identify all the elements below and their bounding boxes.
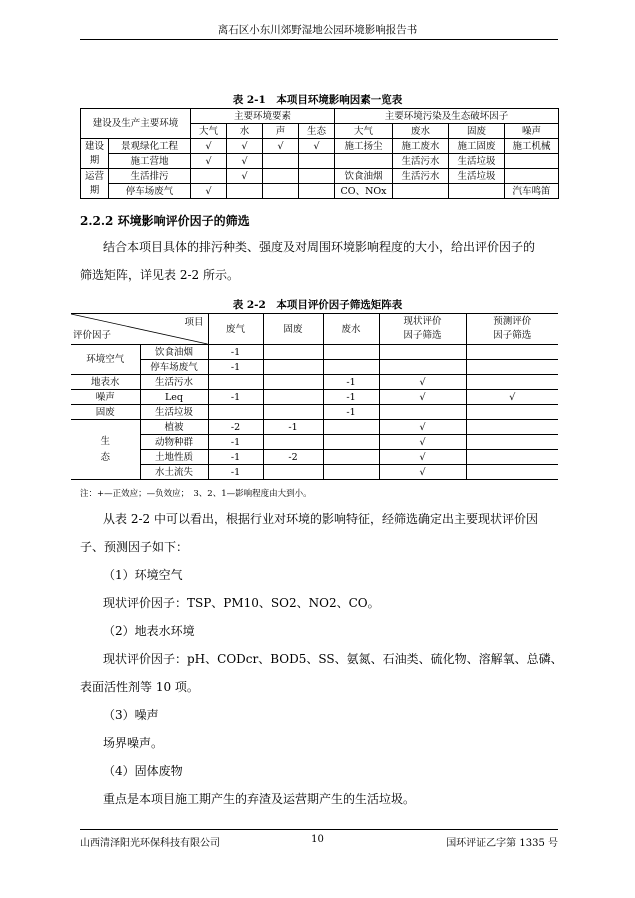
table-row — [71, 360, 558, 375]
table-cell — [263, 375, 323, 390]
paragraph-line: 筛选矩阵，详见表 2-2 所示。 — [80, 268, 239, 282]
table-cell: CO、NOx — [335, 184, 393, 199]
group-label-line: 态 — [100, 451, 110, 463]
list-item-text: 现状评价因子：TSP、PM10、SO2、NO2、CO。 — [103, 596, 380, 610]
paragraph-line: 子、预测因子如下： — [80, 540, 189, 554]
table1-caption: 表 2-1 本项目环境影响因素一览表 — [232, 94, 403, 106]
running-header: 离石区小东川郊野湿地公园环境影响报告书 — [217, 24, 418, 36]
table-cell — [323, 360, 379, 375]
col-header-line: 因子筛选 — [493, 330, 532, 341]
table-row — [81, 139, 559, 154]
table-cell: -1 — [208, 360, 263, 375]
table1-header-row1 — [81, 109, 559, 124]
col-header: 水 — [227, 124, 263, 139]
table-cell — [263, 184, 299, 199]
table-cell — [299, 169, 335, 184]
table-cell — [263, 154, 299, 169]
page-number: 10 — [311, 834, 324, 845]
table-cell: -1 — [323, 375, 379, 390]
table-cell: 施工固废 — [449, 139, 505, 154]
table-cell: √ — [263, 139, 299, 154]
table-cell — [466, 405, 558, 420]
table-cell — [263, 345, 323, 360]
corner-top-label: 项目 — [184, 317, 204, 328]
table-cell: √ — [227, 139, 263, 154]
table-cell: 停车场废气 — [109, 184, 191, 199]
table-cell: √ — [227, 169, 263, 184]
table-cell — [393, 184, 449, 199]
table-cell — [323, 345, 379, 360]
table-cell — [263, 360, 323, 375]
col-header-line: 现状评价 — [403, 316, 442, 327]
table-cell: 土地性质 — [140, 450, 208, 465]
table-cell: -1 — [263, 420, 323, 435]
table-cell — [379, 360, 466, 375]
phase-build-cell: 建设期 — [81, 139, 109, 169]
table-row — [71, 450, 558, 465]
table-cell: 施工废水 — [393, 139, 449, 154]
section-heading: 2.2.2 环境影响评价因子的筛选 — [80, 214, 250, 228]
table-cell: √ — [191, 184, 227, 199]
table-cell: -1 — [323, 390, 379, 405]
table-row — [81, 184, 559, 199]
table-cell: √ — [379, 435, 466, 450]
table1 — [80, 108, 559, 199]
table-cell: -1 — [208, 450, 263, 465]
table-cell: 停车场废气 — [140, 360, 208, 375]
col-header-current — [379, 314, 466, 345]
list-item-heading: （4）固体废物 — [103, 764, 183, 778]
table-cell — [299, 184, 335, 199]
group-cell: 地表水 — [71, 375, 140, 390]
table-cell: 生活污水 — [393, 169, 449, 184]
table-cell: 植被 — [140, 420, 208, 435]
table1-pollution-factors-header: 主要环境污染及生态破坏因子 — [335, 109, 559, 124]
col-header: 固废 — [263, 314, 323, 345]
list-item-heading: （1）环境空气 — [103, 568, 183, 582]
table-cell — [263, 465, 323, 480]
col-header-line: 预测评价 — [493, 316, 532, 327]
table-cell — [263, 169, 299, 184]
col-header: 大气 — [191, 124, 227, 139]
table-cell — [466, 435, 558, 450]
table-cell: √ — [379, 375, 466, 390]
table2-caption: 表 2-2 本项目评价因子筛选矩阵表 — [232, 299, 403, 311]
table-cell: -2 — [263, 450, 323, 465]
list-item-text: 表面活性剂等 10 项。 — [80, 680, 199, 694]
col-header: 废水 — [323, 314, 379, 345]
footer-cert-number: 国环评证乙字第 1335 号 — [446, 838, 558, 849]
table-cell: -1 — [208, 435, 263, 450]
table-cell: 水土流失 — [140, 465, 208, 480]
table-cell: 饮食油烟 — [335, 169, 393, 184]
table-row — [81, 169, 559, 184]
table2-note: 注：+—正效应；—负效应； 3、2、1—影响程度由大到小。 — [80, 489, 312, 499]
table-cell: -1 — [323, 405, 379, 420]
table-cell: 生活垃圾 — [449, 169, 505, 184]
table-row — [71, 465, 558, 480]
table-cell: √ — [379, 465, 466, 480]
table-cell — [208, 375, 263, 390]
table-row — [71, 405, 558, 420]
table-row — [71, 420, 558, 435]
table-cell: √ — [379, 420, 466, 435]
table-cell: √ — [191, 154, 227, 169]
table-cell: 景观绿化工程 — [109, 139, 191, 154]
table-row — [71, 390, 558, 405]
table-cell: √ — [379, 450, 466, 465]
table-cell: 生活排污 — [109, 169, 191, 184]
col-header: 废气 — [208, 314, 263, 345]
col-header: 大气 — [335, 124, 393, 139]
group-cell: 噪声 — [71, 390, 140, 405]
col-header-line: 因子筛选 — [403, 330, 442, 341]
table-cell — [466, 375, 558, 390]
table-cell: 生活污水 — [393, 154, 449, 169]
table-row — [71, 345, 558, 360]
table-cell — [466, 360, 558, 375]
col-header: 生态 — [299, 124, 335, 139]
table-cell: -2 — [208, 420, 263, 435]
table-row — [71, 435, 558, 450]
footer-rule — [80, 829, 558, 830]
table-cell — [505, 154, 559, 169]
table-cell: 施工营地 — [109, 154, 191, 169]
table-cell — [323, 450, 379, 465]
table-cell — [379, 405, 466, 420]
table-cell — [335, 154, 393, 169]
group-label-line: 生 — [100, 435, 110, 447]
table-cell: √ — [466, 390, 558, 405]
table-cell: -1 — [208, 390, 263, 405]
list-item-text: 重点是本项目施工期产生的弃渣及运营期产生的生活垃圾。 — [103, 792, 416, 806]
table-cell — [263, 390, 323, 405]
table-cell: 生活垃圾 — [449, 154, 505, 169]
col-header: 固废 — [449, 124, 505, 139]
table-cell — [466, 345, 558, 360]
table-cell — [323, 435, 379, 450]
table-cell — [191, 169, 227, 184]
paragraph-line: 结合本项目具体的排污种类、强度及对周围环境影响程度的大小，给出评价因子的 — [103, 240, 536, 254]
table-cell: 施工扬尘 — [335, 139, 393, 154]
table-row — [71, 375, 558, 390]
table-cell — [449, 184, 505, 199]
table-cell: 动物种群 — [140, 435, 208, 450]
col-header: 声 — [263, 124, 299, 139]
group-cell-ecology — [71, 420, 140, 480]
table-cell — [263, 435, 323, 450]
table-cell: 施工机械 — [505, 139, 559, 154]
phase-run-cell: 运营期 — [81, 169, 109, 199]
footer-company: 山西清泽阳光环保科技有限公司 — [80, 838, 220, 849]
table-cell — [466, 450, 558, 465]
table-cell: -1 — [208, 465, 263, 480]
table-cell — [208, 405, 263, 420]
table-cell: √ — [191, 139, 227, 154]
table-cell — [466, 420, 558, 435]
table-cell — [227, 184, 263, 199]
table-cell: 生活污水 — [140, 375, 208, 390]
paragraph-line: 从表 2-2 中可以看出，根据行业对环境的影响特征，经筛选确定出主要现状评价因 — [103, 512, 538, 526]
table-cell — [505, 169, 559, 184]
list-item-heading: （3）噪声 — [103, 708, 159, 722]
table-cell: 生活垃圾 — [140, 405, 208, 420]
table-row — [81, 154, 559, 169]
list-item-text: 现状评价因子：pH、CODcr、BOD5、SS、氨氮、石油类、硫化物、溶解氧、总磷、 — [103, 652, 563, 666]
table-cell: √ — [379, 390, 466, 405]
table-cell — [323, 420, 379, 435]
list-item-heading: （2）地表水环境 — [103, 624, 195, 638]
table2 — [71, 313, 558, 480]
header-rule — [80, 39, 558, 40]
table-cell — [263, 405, 323, 420]
table-cell — [466, 465, 558, 480]
col-header: 废水 — [393, 124, 449, 139]
table-cell: 汽车鸣笛 — [505, 184, 559, 199]
table-cell: -1 — [208, 345, 263, 360]
table-cell: 饮食油烟 — [140, 345, 208, 360]
table-cell — [379, 345, 466, 360]
table-cell: √ — [227, 154, 263, 169]
corner-bottom-label: 评价因子 — [73, 330, 112, 341]
table-cell — [299, 154, 335, 169]
col-header-forecast — [466, 314, 558, 345]
table2-header-row — [71, 314, 558, 345]
table-cell: √ — [299, 139, 335, 154]
list-item-text: 场界噪声。 — [103, 736, 164, 750]
table1-corner-cell: 建设及生产主要环境 — [81, 109, 191, 139]
table1-env-elements-header: 主要环境要素 — [191, 109, 335, 124]
group-cell: 环境空气 — [71, 345, 140, 375]
table-cell — [323, 465, 379, 480]
group-cell: 固废 — [71, 405, 140, 420]
col-header: 噪声 — [505, 124, 559, 139]
table-cell: Leq — [140, 390, 208, 405]
table2-corner-cell — [71, 314, 208, 345]
